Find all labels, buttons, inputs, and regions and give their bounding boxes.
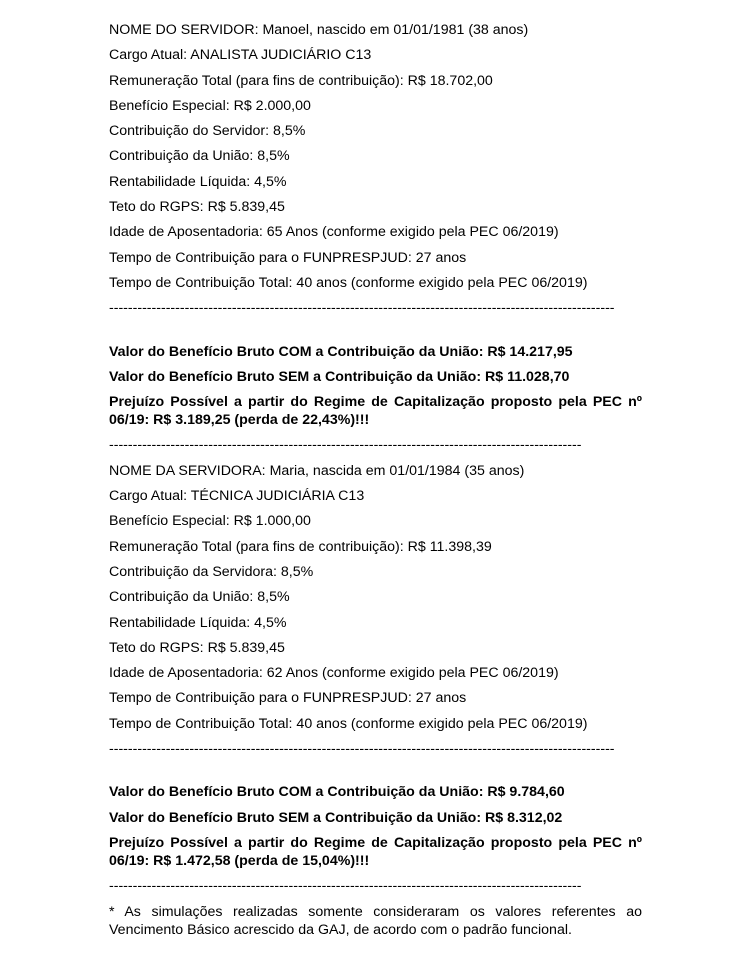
separator-line: ----------------------------------------------------------------------------------------------------------- [109,741,615,758]
servidor-2-beneficio-sem: Valor do Benefício Bruto SEM a Contribuição da União: R$ 8.312,02 [109,809,563,826]
servidor-2-rentabilidade: Rentabilidade Líquida: 4,5% [109,614,287,631]
servidor-2-cargo: Cargo Atual: TÉCNICA JUDICIÁRIA C13 [109,488,365,505]
servidor-2-tempo-total: Tempo de Contribuição Total: 40 anos (conforme exigido pela PEC 06/2019) [109,715,588,732]
servidor-2-section [109,462,642,895]
servidor-2-contribuicao-servidora: Contribuição da Servidora: 8,5% [109,563,314,580]
servidor-2-prejuizo: Prejuízo Possível a partir do Regime de Capitalização proposto pela PEC nº 06/19: R$ 1.472,58 (perda de 15,04%)!!! [109,834,642,869]
servidor-2-idade-aposentadoria: Idade de Aposentadoria: 62 Anos (conforme exigido pela PEC 06/2019) [109,665,559,682]
separator-line: ---------------------------------------------------------------------------------------------------- [109,437,582,454]
separator-line: ---------------------------------------------------------------------------------------------------- [109,878,582,895]
servidor-2-beneficio-especial: Benefício Especial: R$ 1.000,00 [109,513,311,530]
servidor-1-nome: NOME DO SERVIDOR: Manoel, nascido em 01/01/1981 (38 anos) [109,22,529,38]
servidor-2-teto-rgps: Teto do RGPS: R$ 5.839,45 [109,639,285,656]
servidor-1-contribuicao-uniao: Contribuição da União: 8,5% [109,148,290,165]
servidor-1-remuneracao: Remuneração Total (para fins de contribuição): R$ 18.702,00 [109,72,493,89]
servidor-1-prejuizo: Prejuízo Possível a partir do Regime de Capitalização proposto pela PEC nº 06/19: R$ 3.189,25 (perda de 22,43%)!!! [109,394,642,429]
servidor-1-idade-aposentadoria: Idade de Aposentadoria: 65 Anos (conforme exigido pela PEC 06/2019) [109,224,559,241]
separator-line: ----------------------------------------------------------------------------------------------------------- [109,300,615,317]
servidor-1-section [109,21,642,454]
servidor-1-tempo-funpresp: Tempo de Contribuição para o FUNPRESPJUD: 27 anos [109,249,467,266]
servidor-1-beneficio-sem: Valor do Benefício Bruto SEM a Contribuição da União: R$ 11.028,70 [109,368,570,385]
servidor-1-cargo: Cargo Atual: ANALISTA JUDICIÁRIO C13 [109,47,372,64]
servidor-1-contribuicao-servidor: Contribuição do Servidor: 8,5% [109,123,306,140]
servidor-1-beneficio-com: Valor do Benefício Bruto COM a Contribuição da União: R$ 14.217,95 [109,343,573,360]
document-body [109,21,642,939]
servidor-1-teto-rgps: Teto do RGPS: R$ 5.839,45 [109,199,285,216]
footnote: * As simulações realizadas somente consideraram os valores referentes ao Vencimento Básico acrescido da GAJ, de acordo com o padrão funcional. [109,903,642,938]
servidor-1-rentabilidade: Rentabilidade Líquida: 4,5% [109,173,287,190]
servidor-2-tempo-funpresp: Tempo de Contribuição para o FUNPRESPJUD: 27 anos [109,690,467,707]
servidor-2-contribuicao-uniao: Contribuição da União: 8,5% [109,589,290,606]
servidor-1-tempo-total: Tempo de Contribuição Total: 40 anos (conforme exigido pela PEC 06/2019) [109,274,588,291]
servidor-2-remuneracao: Remuneração Total (para fins de contribuição): R$ 11.398,39 [109,538,492,555]
servidor-2-nome: NOME DA SERVIDORA: Maria, nascida em 01/01/1984 (35 anos) [109,462,525,479]
servidor-1-beneficio-especial: Benefício Especial: R$ 2.000,00 [109,97,311,114]
servidor-2-beneficio-com: Valor do Benefício Bruto COM a Contribuição da União: R$ 9.784,60 [109,784,565,801]
